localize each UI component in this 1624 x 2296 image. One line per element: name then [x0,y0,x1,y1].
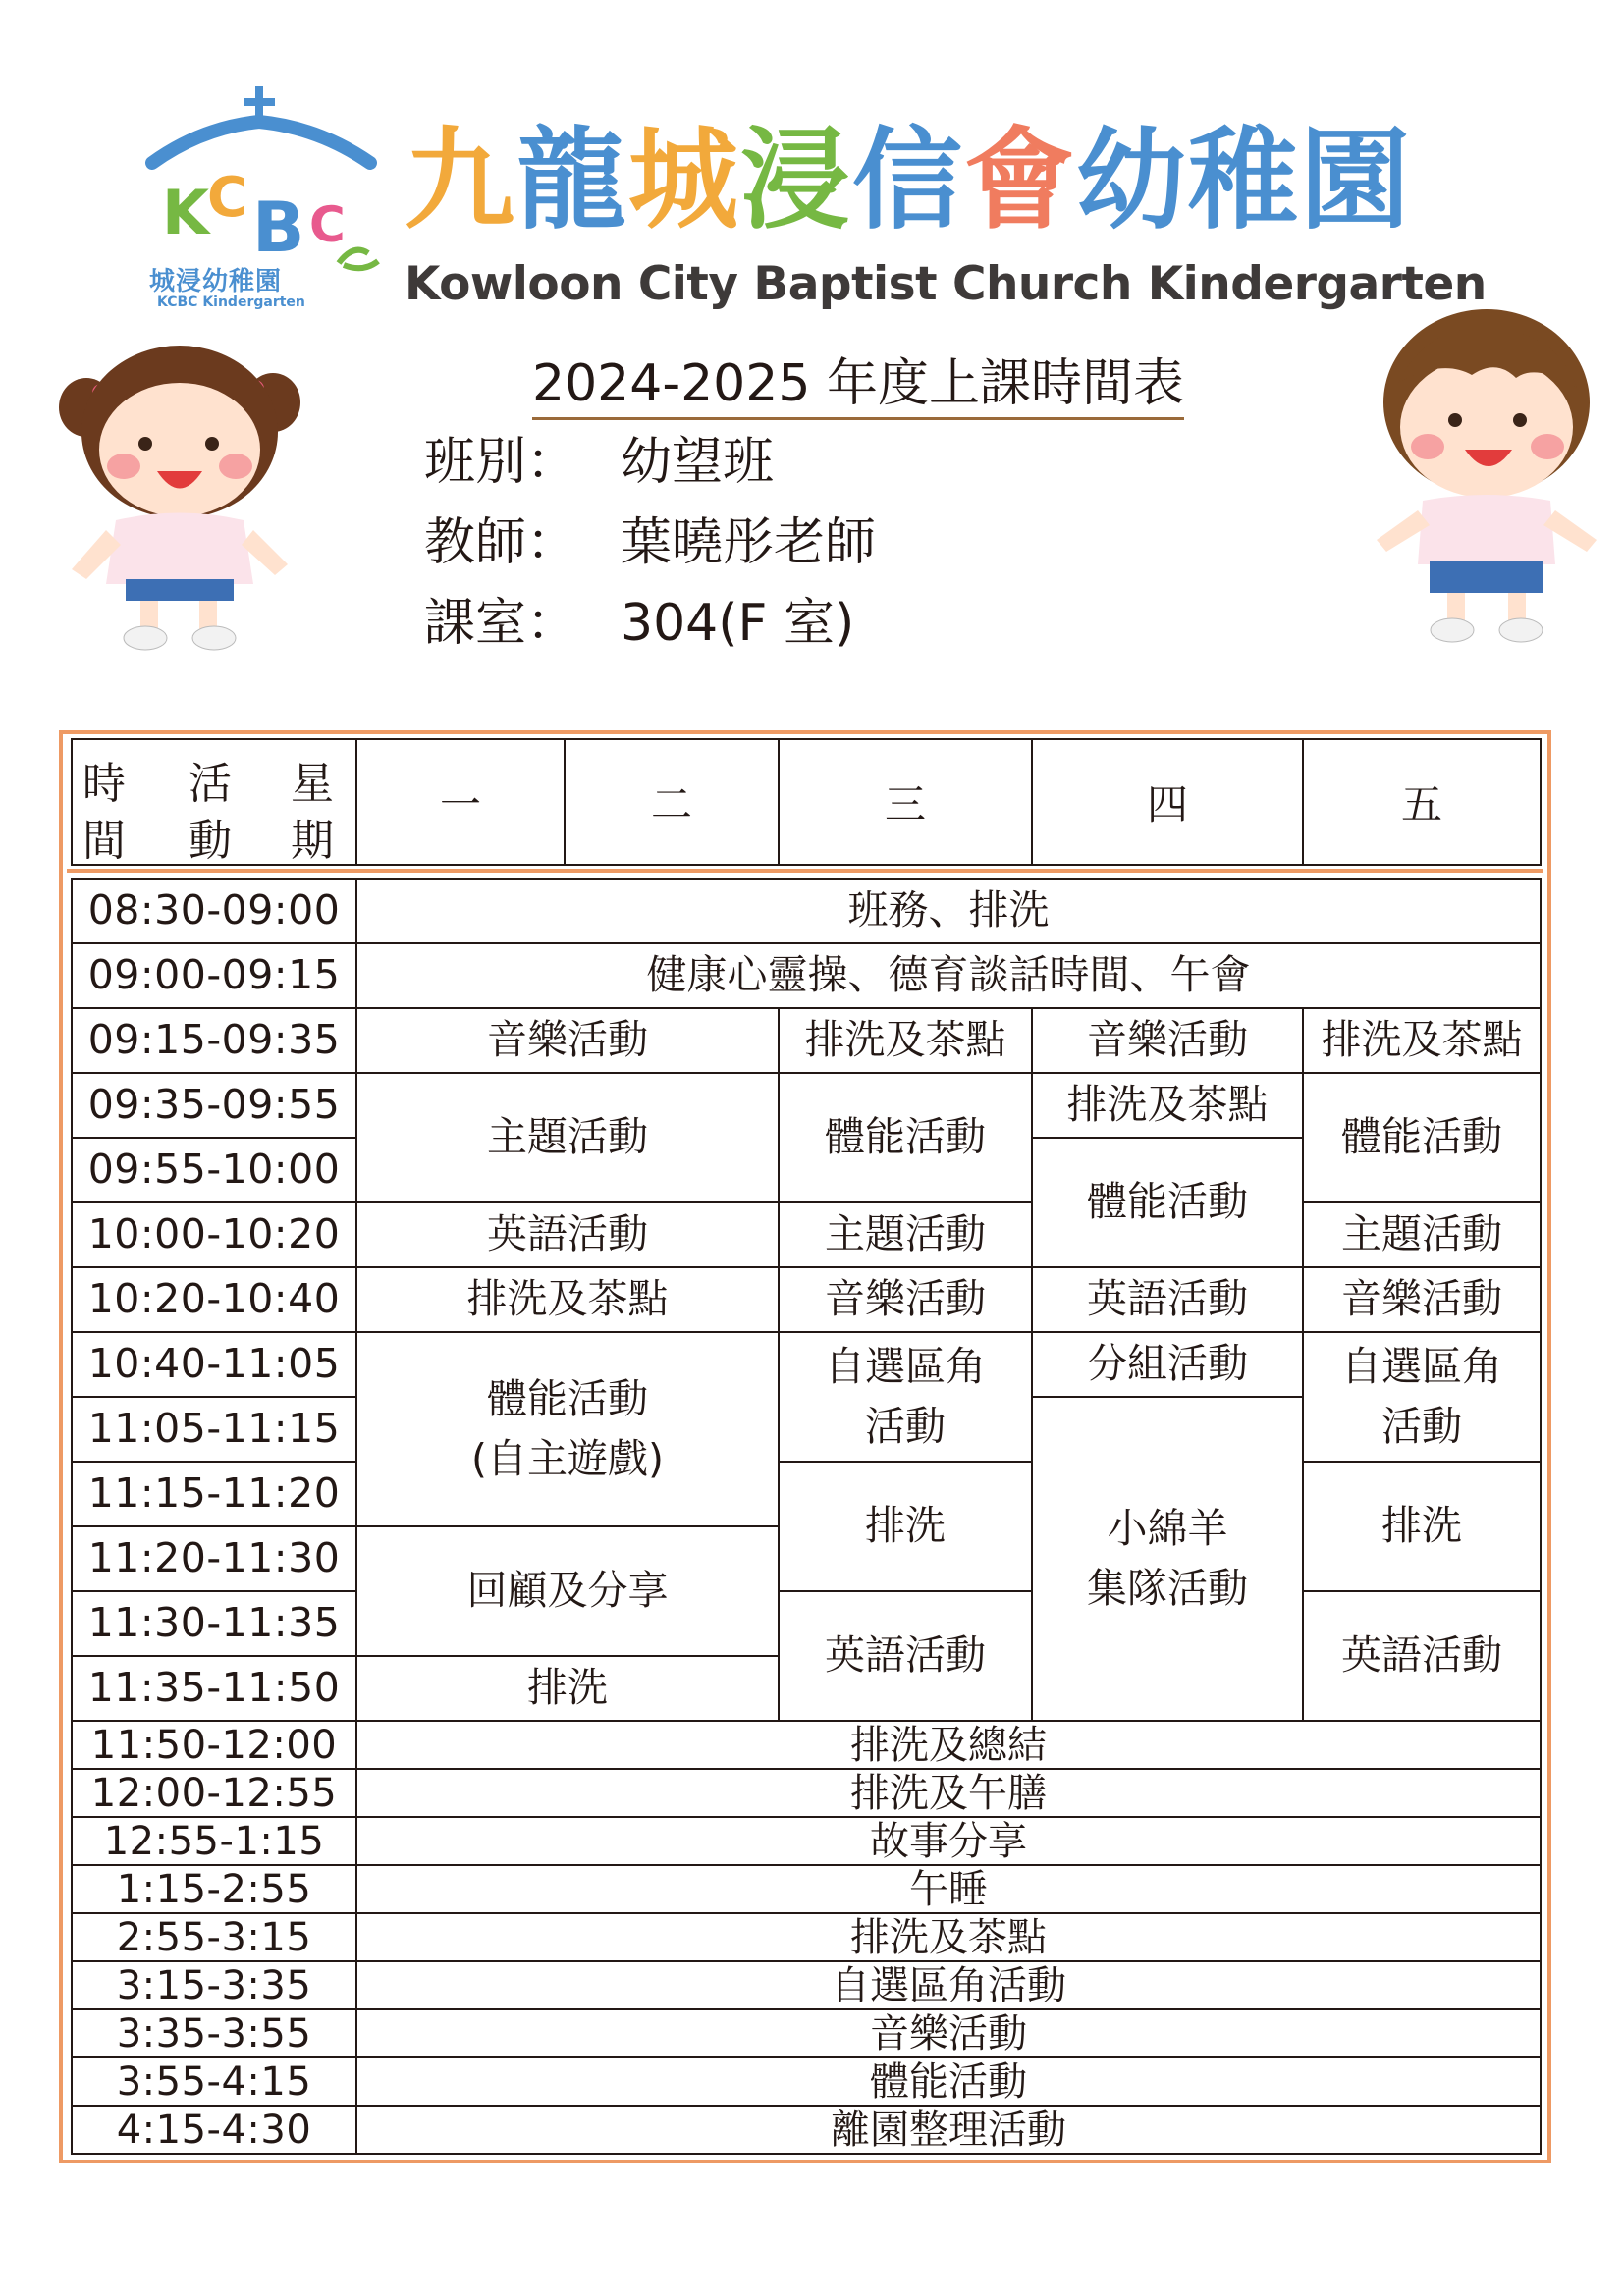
timetable-header [71,738,1542,866]
school-name-char: 浸 [740,117,852,244]
time-cell: 11:30-11:35 [72,1591,356,1656]
activity-cell: 離園整理活動 [356,2106,1541,2154]
table-row [72,1961,1541,2009]
corner-char: 活 [189,759,232,809]
activity-cell: 排洗 [356,1656,779,1721]
activity-cell: 排洗及茶點 [356,1267,779,1332]
time-cell: 3:35-3:55 [72,2009,356,2057]
time-cell: 10:40-11:05 [72,1332,356,1397]
school-name-char: 幼 [1076,117,1188,244]
time-cell: 08:30-09:00 [72,879,356,943]
logo-label-en: KCBC Kindergarten [157,294,305,310]
activity-cell [1303,1332,1541,1462]
time-cell: 09:15-09:35 [72,1008,356,1073]
table-row [72,2057,1541,2106]
school-name-char: 九 [405,117,516,244]
activity-cell: 主題活動 [1303,1202,1541,1267]
activity-cell: 分組活動 [1032,1332,1303,1397]
school-name-char: 園 [1300,117,1412,244]
activity-cell: 排洗 [779,1462,1032,1591]
table-row [72,1721,1541,1769]
table-row [72,2106,1541,2154]
room-info [424,581,854,655]
corner-char: 間 [82,816,126,865]
time-cell: 11:05-11:15 [72,1397,356,1462]
table-row [72,1769,1541,1817]
activity-cell: 排洗及茶點 [356,1913,1541,1961]
teacher-info [424,501,876,574]
activity-cell: 故事分享 [356,1817,1541,1865]
activity-cell: 午睡 [356,1865,1541,1913]
header-row [72,739,1541,865]
time-cell: 09:35-09:55 [72,1073,356,1138]
svg-text:C: C [309,196,346,253]
activity-cell: 英語活動 [356,1202,779,1267]
table-row [72,2009,1541,2057]
time-cell: 4:15-4:30 [72,2106,356,2154]
activity-cell: 排洗 [1303,1462,1541,1591]
class-info [424,420,774,494]
activity-cell: 音樂活動 [1303,1267,1541,1332]
table-row [72,1817,1541,1865]
activity-cell: 排洗及總結 [356,1721,1541,1769]
activity-line: 活動 [1381,1403,1462,1450]
table-row [72,1202,1541,1267]
svg-text:K: K [162,177,210,248]
day-header-mon: 一 [356,739,565,865]
school-name-en: Kowloon City Baptist Church Kindergarten [405,257,1487,311]
activity-cell: 主題活動 [356,1073,779,1202]
table-row [72,1865,1541,1913]
day-header-thu: 四 [1032,739,1303,865]
girl-illustration-icon [47,334,312,658]
class-label: 班別： [424,433,578,492]
activity-line: 集隊活動 [1087,1565,1248,1612]
corner-char: 動 [189,816,232,865]
room-value: 304(F 室) [621,594,855,653]
time-cell: 09:55-10:00 [72,1138,356,1202]
activity-cell: 體能活動 [1303,1073,1541,1202]
school-name-char: 會 [964,117,1076,244]
table-row [72,1591,1541,1656]
school-name-char: 信 [852,117,964,244]
boy-illustration-icon [1359,304,1614,648]
svg-text:C: C [207,166,248,230]
class-value: 幼望班 [621,433,775,492]
room-label: 課室： [424,594,578,653]
schedule-title: 2024-2025 年度上課時間表 [532,342,1184,420]
teacher-value: 葉曉彤老師 [621,513,877,572]
time-cell: 12:00-12:55 [72,1769,356,1817]
table-row [72,943,1541,1008]
time-cell: 11:35-11:50 [72,1656,356,1721]
table-row [72,1073,1541,1138]
school-name-char: 稚 [1188,117,1300,244]
timetable-body [71,878,1542,2155]
svg-text:B: B [252,187,305,268]
time-cell: 12:55-1:15 [72,1817,356,1865]
corner-char: 期 [291,816,334,865]
day-header-wed: 三 [779,739,1032,865]
day-header-tue: 二 [565,739,779,865]
activity-cell [356,1332,779,1526]
table-row [72,1913,1541,1961]
activity-cell: 自選區角活動 [356,1961,1541,2009]
activity-cell: 回顧及分享 [356,1526,779,1656]
activity-cell: 排洗及茶點 [1303,1008,1541,1073]
activity-cell: 體能活動 [1032,1138,1303,1267]
table-row [72,1332,1541,1397]
activity-line: 自選區角 [825,1342,986,1390]
activity-cell: 班務、排洗 [356,879,1541,943]
activity-cell: 體能活動 [779,1073,1032,1202]
school-name-char: 龍 [516,117,628,244]
activity-cell: 英語活動 [779,1591,1032,1721]
activity-cell: 排洗及茶點 [779,1008,1032,1073]
activity-line: 體能活動 [487,1374,648,1422]
table-row [72,1267,1541,1332]
day-header-fri: 五 [1303,739,1541,865]
activity-line: 自選區角 [1341,1342,1502,1390]
activity-cell: 體能活動 [356,2057,1541,2106]
time-cell: 11:50-12:00 [72,1721,356,1769]
time-cell: 11:20-11:30 [72,1526,356,1591]
time-cell: 10:20-10:40 [72,1267,356,1332]
activity-cell: 音樂活動 [356,2009,1541,2057]
time-cell: 09:00-09:15 [72,943,356,1008]
activity-cell: 英語活動 [1032,1267,1303,1332]
activity-cell: 主題活動 [779,1202,1032,1267]
teacher-label: 教師： [424,513,578,572]
header-corner [72,739,356,865]
activity-cell: 音樂活動 [1032,1008,1303,1073]
activity-cell: 健康心靈操、德育談話時間、午會 [356,943,1541,1008]
time-cell: 2:55-3:15 [72,1913,356,1961]
table-row [72,879,1541,943]
activity-cell: 排洗及茶點 [1032,1073,1303,1138]
school-name-char: 城 [628,117,740,244]
activity-line: 小綿羊 [1107,1504,1228,1552]
corner-char: 星 [291,759,334,809]
activity-cell [1032,1397,1303,1721]
logo-label-cn: 城浸幼稚園 [149,267,283,296]
school-name-cn [405,117,1412,244]
activity-cell: 英語活動 [1303,1591,1541,1721]
time-cell: 10:00-10:20 [72,1202,356,1267]
header-separator [67,869,1543,873]
time-cell: 3:55-4:15 [72,2057,356,2106]
table-row [72,1462,1541,1526]
activity-cell: 音樂活動 [356,1008,779,1073]
activity-cell: 排洗及午膳 [356,1769,1541,1817]
activity-line: 活動 [865,1403,946,1450]
activity-cell [779,1332,1032,1462]
time-cell: 3:15-3:35 [72,1961,356,2009]
table-row [72,1008,1541,1073]
activity-cell: 音樂活動 [779,1267,1032,1332]
corner-char: 時 [82,759,126,809]
time-cell: 1:15-2:55 [72,1865,356,1913]
time-cell: 11:15-11:20 [72,1462,356,1526]
activity-line: (自主遊戲) [471,1435,664,1482]
